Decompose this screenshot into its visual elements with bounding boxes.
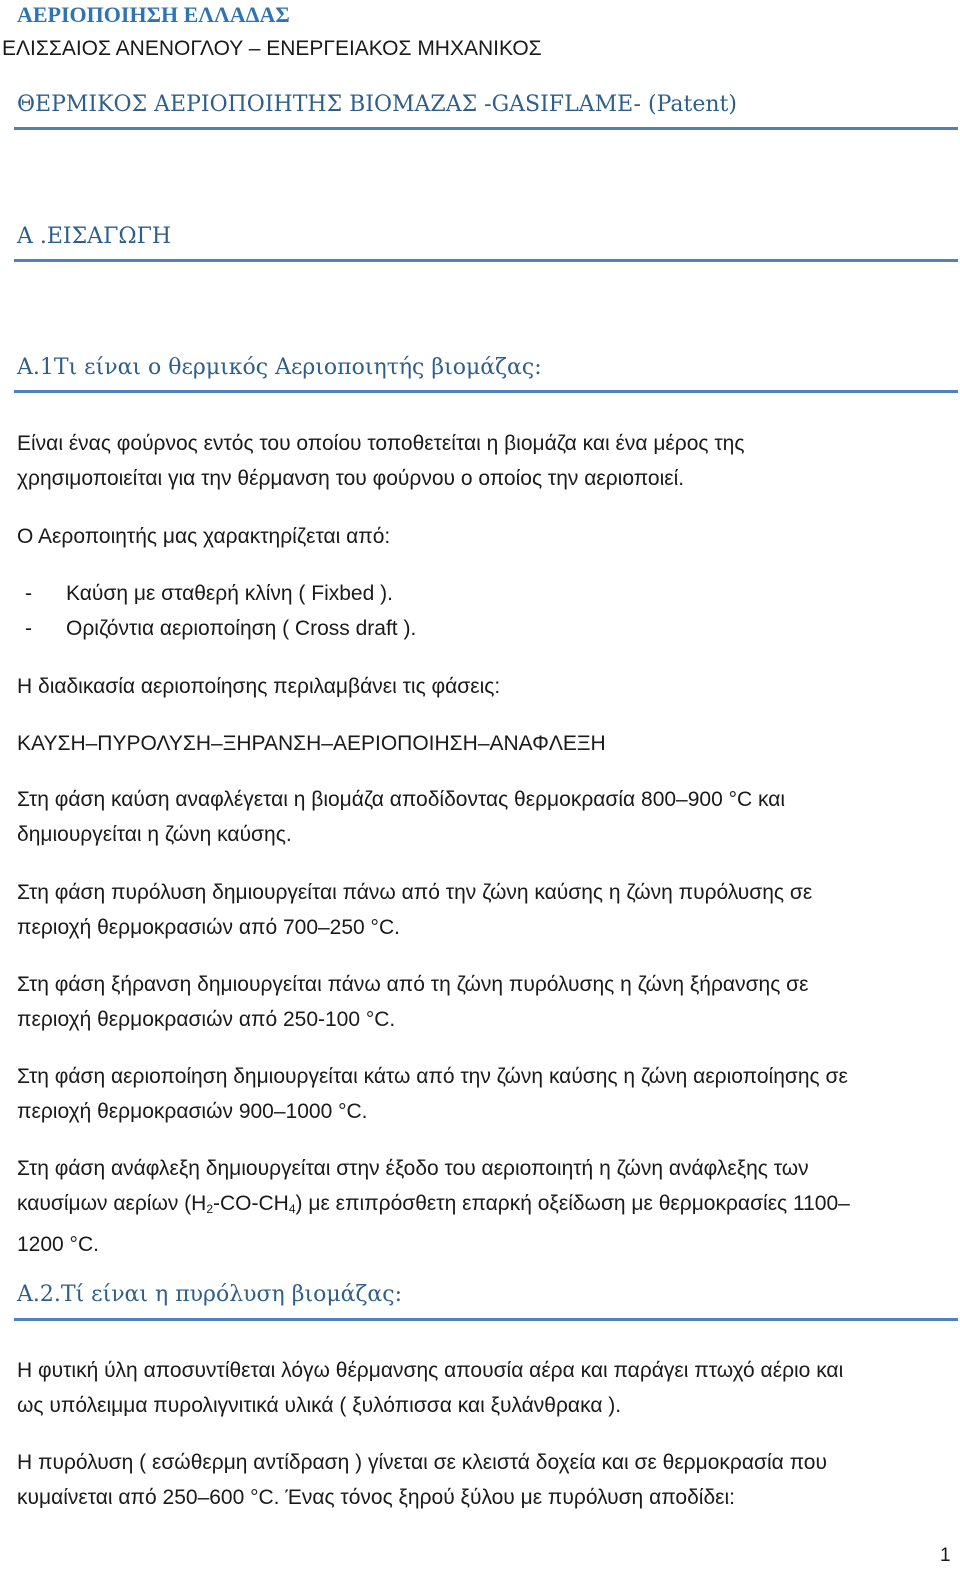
section-a2-heading: Α.2.Τί είναι η πυρόλυση βιομάζας: [17, 1282, 402, 1307]
paragraph-line: Στη φάση ανάφλεξη δημιουργείται στην έξοδο του αεριοποιητή η ζώνη ανάφλεξης των [17, 1157, 809, 1180]
paragraph-line: περιοχή θερμοκρασιών 900–1000 °C. [17, 1100, 368, 1123]
paragraph-line: Η πυρόλυση ( εσώθερμη αντίδραση ) γίνεται σε κλειστά δοχεία και σε θερμοκρασία που [17, 1451, 827, 1474]
paragraph-xiransi [17, 967, 809, 1037]
paragraph-line: ως υπόλειμμα πυρολιγνιτικά υλικά ( ξυλόπισσα και ξυλάνθρακα ). [17, 1394, 622, 1417]
page-number: 1 [940, 1545, 951, 1566]
paragraph-line: περιοχή θερμοκρασιών από 250-100 °C. [17, 1008, 396, 1031]
subscript: 4 [288, 1202, 296, 1216]
intro-paragraph [17, 426, 744, 496]
features-intro: Ο Αεροποιητής μας χαρακτηρίζεται από: [17, 525, 391, 548]
intro-line-2: χρησιμοποιείται για την θέρμανση του φούρνου ο οποίος την αεριοποιεί. [17, 467, 685, 490]
paragraph-line: Η φυτική ύλη αποσυντίθεται λόγω θέρμανσης απουσία αέρα και παράγει πτωχό αέριο και [17, 1359, 844, 1382]
paragraph-line: Στη φάση αεριοποίηση δημιουργείται κάτω από την ζώνη καύσης η ζώνη αεριοποίησης σε [17, 1065, 848, 1088]
paragraph-line: Στη φάση πυρόλυση δημιουργείται πάνω από την ζώνη καύσης η ζώνη πυρόλυσης σε [17, 881, 813, 904]
bullet-text: Οριζόντια αεριοποίηση ( Cross draft ). [66, 617, 417, 640]
phases-intro: Η διαδικασία αεριοποίησης περιλαμβάνει τις φάσεις: [17, 675, 501, 698]
paragraph-line: 1200 °C. [17, 1233, 99, 1256]
bullet-dash: - [25, 582, 32, 605]
paragraph-anaflexi [17, 1151, 850, 1262]
paragraph-kausi [17, 782, 785, 852]
paragraph-aeriopoiisi [17, 1059, 848, 1129]
section-a1-rule [14, 390, 958, 393]
phases-sequence: ΚΑΥΣΗ–ΠΥΡΟΛΥΣΗ–ΞΗΡΑΝΣΗ–ΑΕΡΙΟΠΟΙΗΣΗ–ΑΝΑΦΛΕΞΗ [17, 732, 606, 755]
text-fragment: καυσίμων αερίων (Η [17, 1192, 207, 1215]
paragraph-line: περιοχή θερμοκρασιών από 700–250 °C. [17, 916, 400, 939]
bullet-dash: - [25, 617, 32, 640]
paragraph-a2-1 [17, 1353, 843, 1423]
paragraph-line: Στη φάση ξήρανση δημιουργείται πάνω από τη ζώνη πυρόλυσης η ζώνη ξήρανσης σε [17, 973, 809, 996]
section-a-rule [14, 259, 958, 262]
section-a-heading: Α .ΕΙΣΑΓΩΓΗ [17, 224, 172, 249]
paragraph-line: δημιουργείται η ζώνη καύσης. [17, 823, 292, 846]
text-fragment: ) με επιπρόσθετη επαρκή οξείδωση με θερμοκρασίες 1100– [295, 1192, 850, 1215]
section-a2-rule [14, 1318, 958, 1321]
document-title: ΘΕΡΜΙΚΟΣ ΑΕΡΙΟΠΟΙΗΤΗΣ ΒΙΟΜΑΖΑΣ -GASIFLAME- (Patent) [17, 92, 737, 117]
paragraph-line: Στη φάση καύση αναφλέγεται η βιομάζα αποδίδοντας θερμοκρασία 800–900 °C και [17, 788, 786, 811]
paragraph-a2-2 [17, 1445, 827, 1515]
title-rule [14, 127, 958, 130]
paragraph-line [17, 1186, 850, 1227]
section-a1-heading: Α.1Τι είναι ο θερμικός Αεριοποιητής βιομάζας: [17, 355, 542, 380]
paragraph-line: κυμαίνεται από 250–600 °C. Ένας τόνος ξηρού ξύλου με πυρόλυση αποδίδει: [17, 1486, 735, 1509]
intro-line-1: Είναι ένας φούρνος εντός του οποίου τοποθετείται η βιομάζα και ένα μέρος της [17, 432, 745, 455]
text-fragment: -CO-CH [213, 1192, 289, 1215]
bullet-text: Καύση με σταθερή κλίνη ( Fixbed ). [66, 582, 393, 605]
header-subtitle: ΕΛΙΣΣΑΙΟΣ ΑΝΕΝΟΓΛΟΥ – ΕΝΕΡΓΕΙΑΚΟΣ ΜΗΧΑΝΙΚΟΣ [2, 37, 542, 60]
header-title: ΑΕΡΙΟΠΟΙΗΣΗ ΕΛΛΑΔΑΣ [17, 2, 290, 27]
subscript: 2 [206, 1202, 214, 1216]
paragraph-pyrolysi [17, 875, 812, 945]
